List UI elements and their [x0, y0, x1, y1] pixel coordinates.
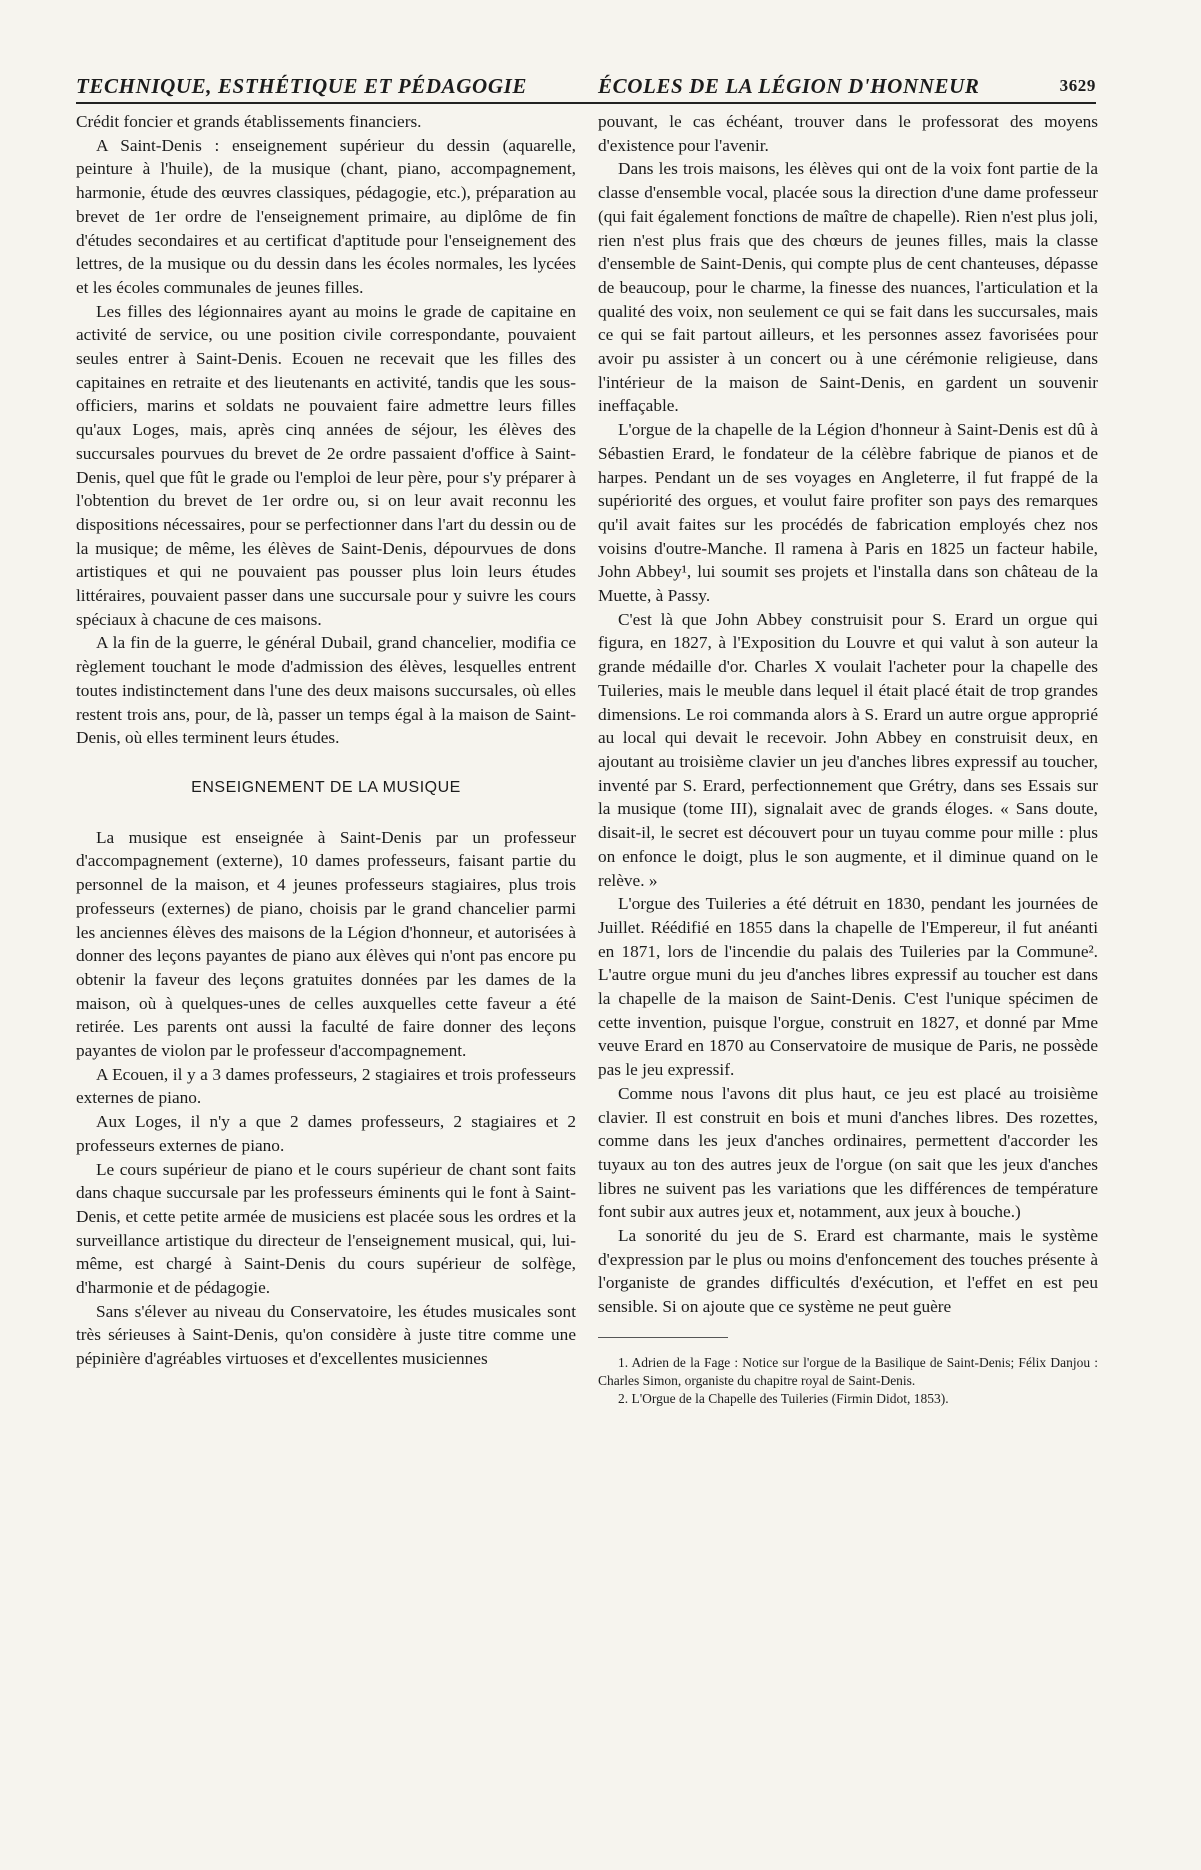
paragraph: La musique est enseignée à Saint-Denis par un professeur d'accompagnement (externe), 10 dames professeurs, faisant partie du personnel de la maison, et 4 jeunes professeurs stagiaires, plus trois professeurs (externes) de piano, choisis par le grand chancelier parmi les anciennes élèves des maisons de la Légion d'honneur, et autorisées à donner des leçons payantes de piano aux élèves qui n'ont pas encore pu obtenir la faveur des leçons gratuites données par les dames de la maison, où à quelques-unes de celles auxquelles cette faveur a été retirée. Les parents ont aussi la faculté de faire donner des leçons payantes de violon par le professeur d'accompagnement.: [76, 827, 576, 1061]
running-header: [76, 72, 1096, 104]
footnote-2: 2. L'Orgue de la Chapelle des Tuileries (Firmin Didot, 1853).: [618, 1390, 949, 1406]
paragraph: Crédit foncier et grands établissements financiers.: [76, 112, 422, 131]
paragraph: Dans les trois maisons, les élèves qui ont de la voix font partie de la classe d'ensemble vocal, placée sous la direction d'une dame professeur (qui fait également fonctions de maître de chapelle). Rien n'est plus joli, rien n'est plus frais que des chœurs de jeunes filles, mais la classe d'ensemble de Saint-Denis, qui compte plus de cent chanteuses, dépasse de beaucoup, pour le charme, la finesse des nuances, l'articulation et la qualité des voix, non seulement ce qui se fait dans les succursales, mais ce qui se fait partout ailleurs, et les personnes assez favorisées pour avoir pu assister à un concert ou à une cérémonie religieuse, dans l'intérieur de la maison de Saint-Denis, en gardent un souvenir ineffaçable.: [598, 159, 1098, 416]
header-left-title: TECHNIQUE, ESTHÉTIQUE ET PÉDAGOGIE: [76, 74, 527, 98]
section-heading: ENSEIGNEMENT DE LA MUSIQUE: [191, 778, 461, 796]
footnotes: [598, 1354, 1098, 1408]
paragraph: A la fin de la guerre, le général Dubail, grand chancelier, modifia ce règlement touchant le mode d'admission des élèves, lesquelles entrent toutes indistinctement dans l'une des deux maisons succursales, où elles restent trois ans, pour, de là, passer un temps égal à la maison de Saint-Denis, où elles terminent leurs études.: [76, 633, 576, 748]
paragraph: pouvant, le cas échéant, trouver dans le professorat des moyens d'existence pour l'avenir.: [598, 112, 1098, 155]
paragraph: L'orgue des Tuileries a été détruit en 1830, pendant les journées de Juillet. Réédifié en 1855 dans la chapelle de l'Empereur, il fut anéanti en 1871, lors de l'incendie du palais des Tuileries par la Commune². L'autre orgue muni du jeu d'anches libres expressif au toucher est dans la chapelle de la maison de Saint-Denis. C'est l'unique spécimen de cette invention, puisque l'orgue, construit en 1827, et donné par Mme veuve Erard en 1870 au Conservatoire de musique de Paris, ne possède pas le jeu expressif.: [598, 894, 1098, 1080]
paragraph: Les filles des légionnaires ayant au moins le grade de capitaine en activité de service, ou une position civile correspondante, pouvaient seules entrer à Saint-Denis. Ecouen ne recevait que les filles des capitaines en retraite et des lieutenants en activité, tandis que les sous-officiers, marins et soldats ne pouvaient faire admettre leurs filles qu'aux Loges, mais, après cinq années de séjour, les élèves des succursales pourvues du brevet de 2e ordre passaient d'office à Saint-Denis, quel que fût le grade ou l'emploi de leur père, pour s'y préparer à l'obtention du brevet de 1er ordre ou, si on leur avait reconnu les dispositions nécessaires, pour se perfectionner dans l'art du dessin ou de la musique; de même, les élèves de Saint-Denis, dépourvues de dons artistiques et qui ne pouvaient pas pousser plus loin leurs études littéraires, pouvaient passer dans une succursale pour y suivre les cours spéciaux à chacune de ces maisons.: [76, 301, 576, 629]
paragraph: C'est là que John Abbey construisit pour S. Erard un orgue qui figura, en 1827, à l'Exposition du Louvre et qui valut à son auteur la grande médaille d'or. Charles X voulait l'acheter pour la chapelle des Tuileries, mais le meuble dans lequel il était placé était de trop grandes dimensions. Le roi commanda alors à S. Erard un autre orgue approprié au local qui devait le recevoir. John Abbey en construisit deux, en ajoutant au troisième clavier un jeu d'anches libres expressif au toucher, inventé par S. Erard, perfectionnement que Grétry, dans ses Essais sur la musique (tome III), signalait avec de grands éloges. « Sans doute, disait-il, le secret est découvert pour un tuyau comme pour mille : plus on enfonce le doigt, plus le son augmente, et il diminue quand on le relève. »: [598, 609, 1098, 890]
paragraph: Comme nous l'avons dit plus haut, ce jeu est placé au troisième clavier. Il est construit en bois et muni d'anches libres. Des rozettes, comme dans les jeux d'anches ordinaires, permettent d'accorder les tuyaux au ton des autres jeux de l'orgue (on sait que les jeux d'anches libres ne suivent pas les variations que les différences de température font subir aux autres jeux et, notamment, aux jeux à bouche.): [598, 1083, 1098, 1222]
paragraph: La sonorité du jeu de S. Erard est charmante, mais le système d'expression par le plus ou moins d'enfoncement des touches présente à l'organiste de grandes difficultés d'exécution, et l'effet en est peu sensible. Si on ajoute que ce système ne peut guère: [598, 1226, 1098, 1317]
paragraph: L'orgue de la chapelle de la Légion d'honneur à Saint-Denis est dû à Sébastien Erard, le fondateur de la célèbre fabrique de pianos et de harpes. Pendant un de ses voyages en Angleterre, il fut frappé de la supériorité des orgues, et voulut faire profiter son pays des remarques qu'il avait faites sur les procédés de fabrication employés chez nos voisins d'outre-Manche. Il ramena à Paris en 1825 un facteur habile, John Abbey¹, lui soumit ses projets et l'installa dans son château de la Muette, à Passy.: [598, 420, 1098, 606]
footnote-1: 1. Adrien de la Fage : Notice sur l'orgue de la Basilique de Saint-Denis; Félix Danjou : Charles Simon, organiste du chapitre royal de Saint-Denis.: [598, 1354, 1098, 1388]
paragraph: Aux Loges, il n'y a que 2 dames professeurs, 2 stagiaires et 2 professeurs externes de piano.: [76, 1112, 576, 1155]
paragraph: A Saint-Denis : enseignement supérieur du dessin (aquarelle, peinture à l'huile), de la musique (chant, piano, accompagnement, harmonie, étude des œuvres classiques, pédagogie, etc.), préparation au brevet de 1er ordre de l'enseignement primaire, au diplôme de fin d'études secondaires et au certificat d'aptitude pour l'enseignement des lettres, de la musique ou du dessin dans les écoles normales, les lycées et les écoles communales de jeunes filles.: [76, 135, 576, 297]
right-column: [598, 110, 1098, 1408]
page-number: 3629: [1059, 76, 1096, 95]
paragraph: A Ecouen, il y a 3 dames professeurs, 2 stagiaires et trois professeurs externes de piano.: [76, 1064, 576, 1108]
left-column: [76, 110, 576, 1371]
footnote-rule: [598, 1337, 728, 1348]
paragraph: Sans s'élever au niveau du Conservatoire, les études musicales sont très sérieuses à Saint-Denis, qu'on considère à juste titre comme une pépinière d'agréables virtuoses et d'excellentes musiciennes: [76, 1301, 576, 1369]
header-right-title: ÉCOLES DE LA LÉGION D'HONNEUR: [598, 74, 980, 98]
paragraph: Le cours supérieur de piano et le cours supérieur de chant sont faits dans chaque succursale par les professeurs éminents qui le font à Saint-Denis, et cette petite armée de musiciens est placée sous les ordres et la surveillance artistique du directeur de l'enseignement musical, qui, lui-même, est chargé à Saint-Denis du cours supérieur de solfège, d'harmonie et de pédagogie.: [76, 1159, 576, 1298]
